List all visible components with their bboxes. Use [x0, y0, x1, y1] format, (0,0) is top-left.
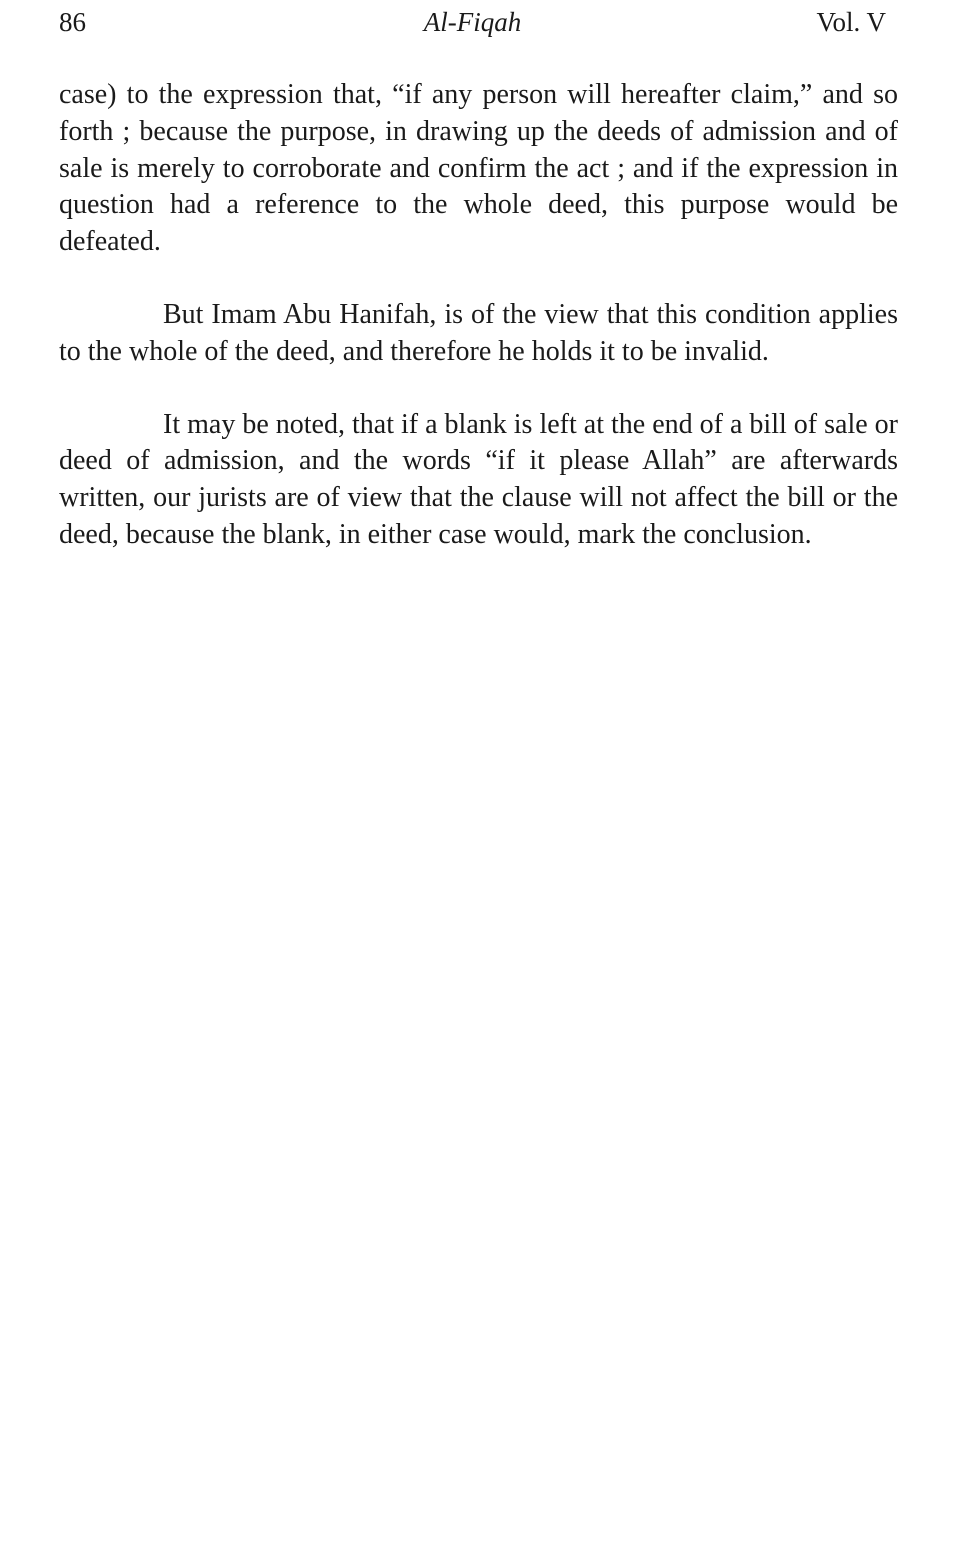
book-title: Al-Fiqah [423, 7, 522, 37]
page-number: 86 [59, 7, 86, 37]
paragraph-continuation: case) to the expression that, “if any person will hereafter claim,” and so forth ; because the purpose, in drawing up the deeds of admission and of sale is merely to corroborate and confirm the act ; and if the expression in question had a reference to the whole deed, this purpose would be defeated. [59, 79, 898, 258]
volume-label: Vol. V [816, 7, 886, 37]
body-text [59, 77, 898, 590]
paragraph-blank-clause: It may be noted, that if a blank is left at the end of a bill of sale or deed of admission, and the words “if it please Allah” are afterwards written, our jurists are of view that the clause will not affect the bill or the deed, because the blank, in either case would, mark the conclusion. [59, 408, 898, 550]
paragraph-abu-hanifah-view: But Imam Abu Hanifah, is of the view that this condition applies to the whole of the deed, and therefore he holds it to be invalid. [59, 298, 898, 367]
running-header [59, 4, 886, 40]
